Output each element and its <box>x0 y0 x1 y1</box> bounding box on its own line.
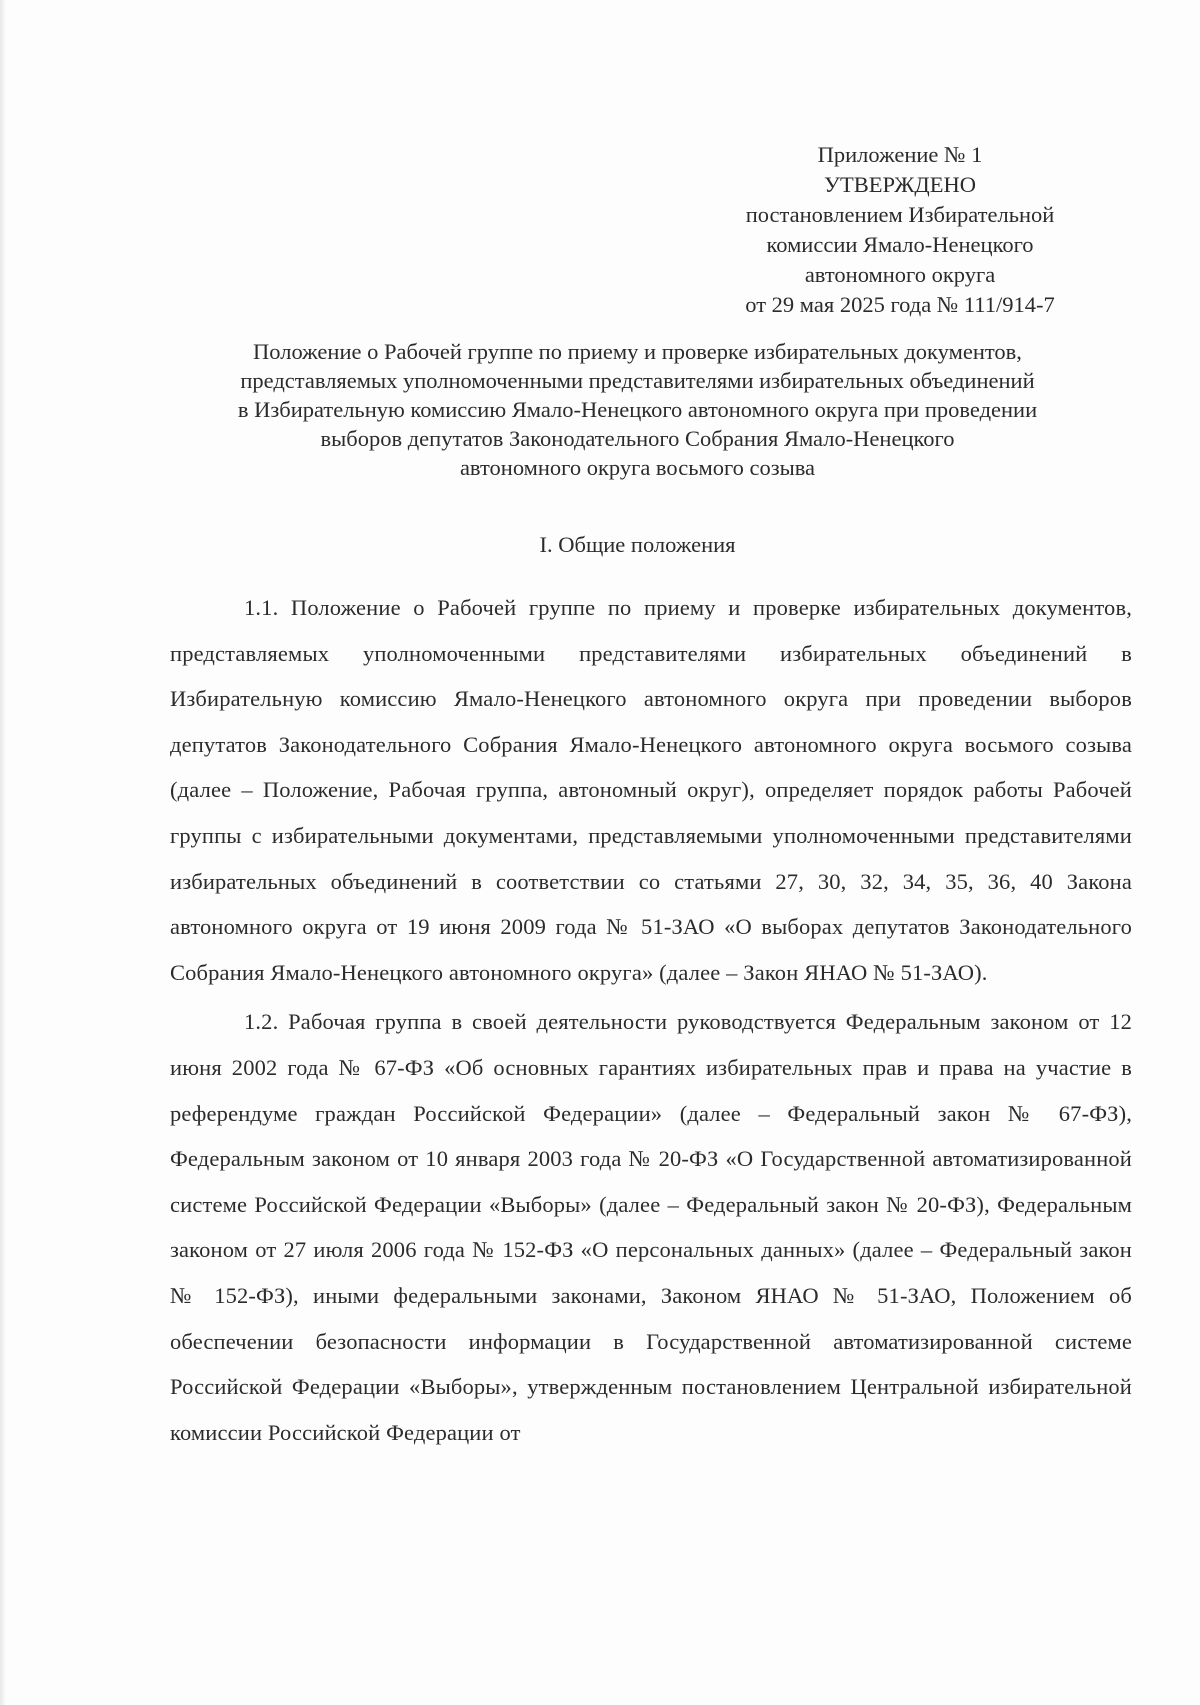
approval-date-number: от 29 мая 2025 года № 111/914-7 <box>745 292 1055 317</box>
body-text <box>170 585 1132 1455</box>
approval-block <box>700 140 1100 320</box>
title-line: в Избирательную комиссию Ямало-Ненецкого автономного округа при проведении <box>237 397 1038 422</box>
approval-district-line: автономного округа <box>804 262 996 287</box>
paragraph-1-2: 1.2. Рабочая группа в своей деятельности руководствуется Федеральным законом от 12 июня 2002 года № 67-ФЗ «Об основных гарантиях избирательных прав и права на участие в референдуме граждан Российской Федерации» (далее – Федеральный закон № 67-ФЗ), Федеральным законом от 10 января 2003 года № 20-ФЗ «О Государственной автоматизированной системе Российской Федерации «Выборы» (далее – Федеральный закон № 20-ФЗ), Федеральным законом от 27 июля 2006 года № 152-ФЗ «О персональных данных» (далее – Федеральный закон № 152-ФЗ), иными федеральными законами, Законом ЯНАО № 51-ЗАО, Положением об обеспечении безопасности информации в Государственной автоматизированной системе Российской Федерации «Выборы», утвержденным постановлением Центральной избирательной комиссии Российской Федерации от <box>170 1009 1132 1445</box>
document-title <box>175 337 1100 482</box>
title-line: представляемых уполномоченными представителями избирательных объединений <box>240 368 1035 393</box>
paragraph-1-1: 1.1. Положение о Рабочей группе по приему и проверке избирательных документов, представляемых уполномоченными представителями избирательных объединений в Избирательную комиссию Ямало-Ненецкого автономного округа при проведении выборов депутатов Законодательного Собрания Ямало-Ненецкого автономного округа восьмого созыва (далее – Положение, Рабочая группа, автономный округ), определяет порядок работы Рабочей группы с избирательными документами, представляемыми уполномоченными представителями избирательных объединений в соответствии со статьями 27, 30, 32, 34, 35, 36, 40 Закона автономного округа от 19 июня 2009 года № 51-ЗАО «О выборах депутатов Законодательного Собрания Ямало-Ненецкого автономного округа» (далее – Закон ЯНАО № 51-ЗАО). <box>170 595 1132 985</box>
title-line: Положение о Рабочей группе по приему и проверке избирательных документов, <box>253 339 1022 364</box>
scan-edge-shadow <box>0 0 6 1705</box>
approval-appendix-number: Приложение № 1 <box>817 142 983 167</box>
approval-commission-line: комиссии Ямало-Ненецкого <box>766 232 1034 257</box>
approval-approved-label: УТВЕРЖДЕНО <box>824 172 976 197</box>
section-heading: I. Общие положения <box>539 532 736 557</box>
approval-resolution-line: постановлением Избирательной <box>745 202 1055 227</box>
title-line: выборов депутатов Законодательного Собрания Ямало-Ненецкого <box>320 426 955 451</box>
title-line: автономного округа восьмого созыва <box>459 455 816 480</box>
